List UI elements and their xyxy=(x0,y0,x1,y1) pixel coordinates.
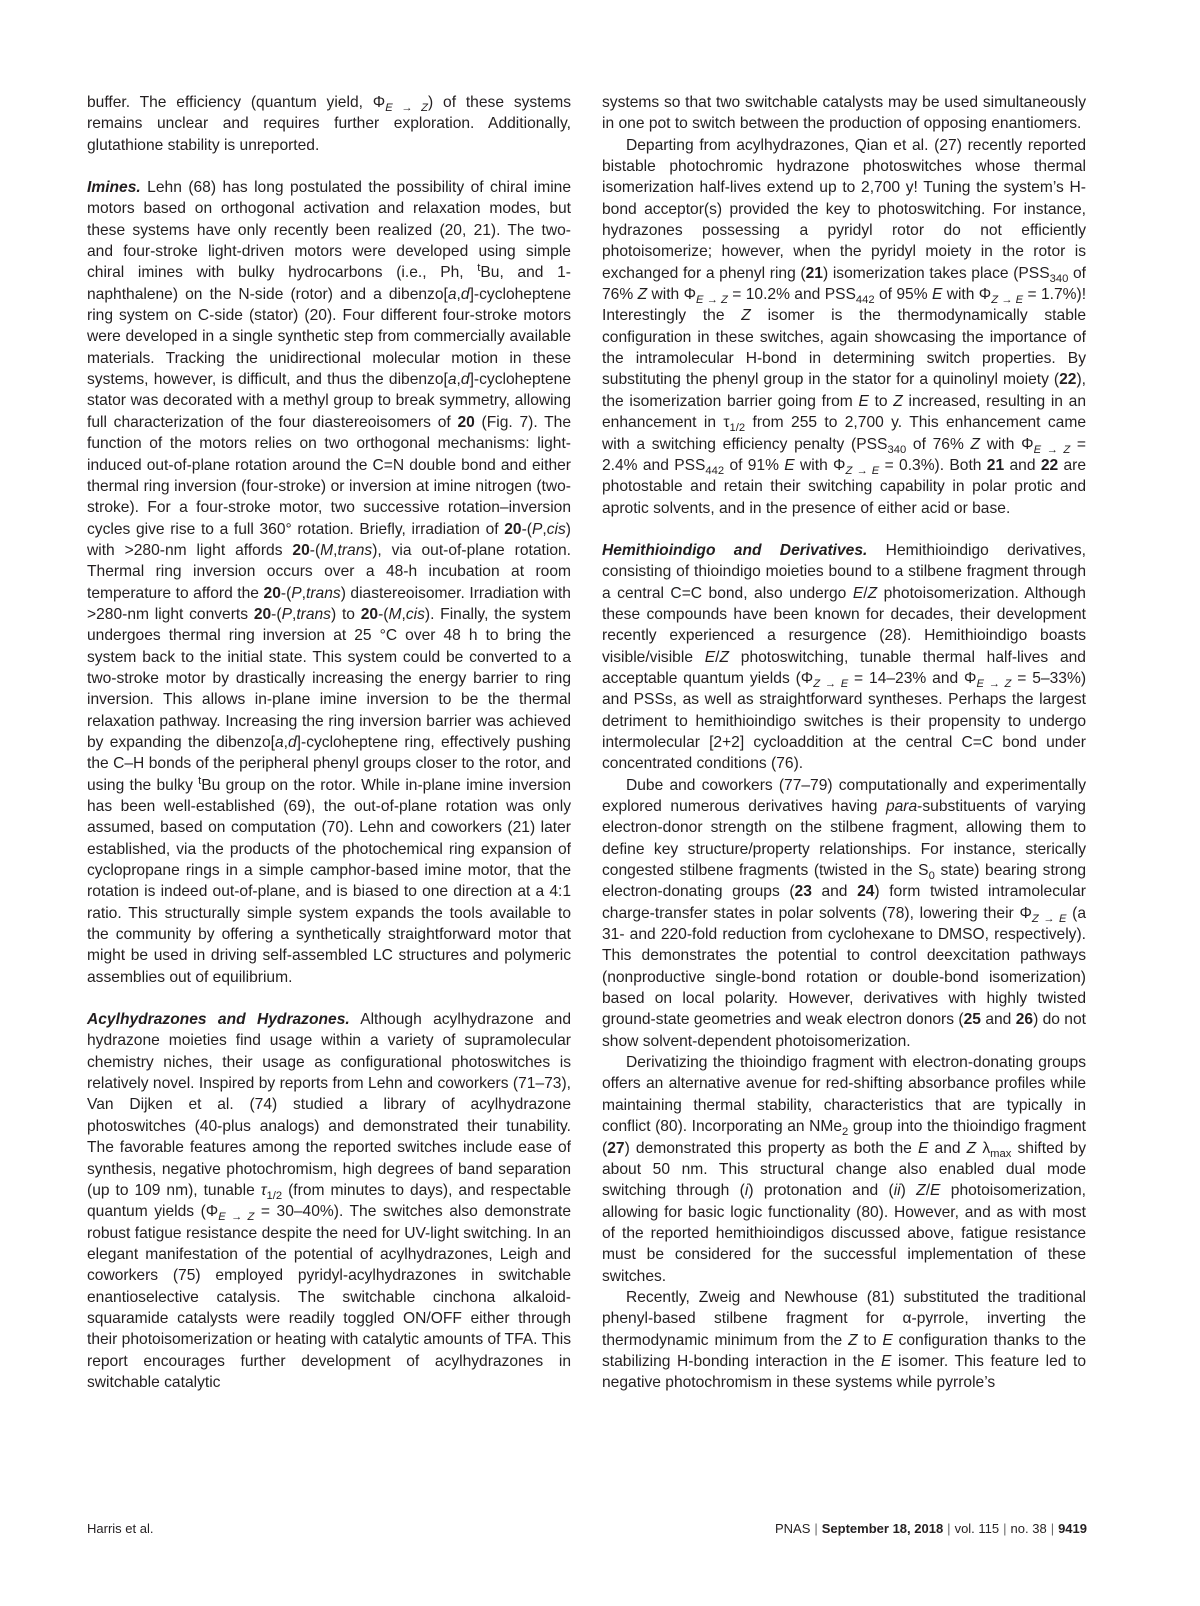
footer-page: 9419 xyxy=(1058,1521,1087,1536)
footer-journal: PNAS xyxy=(774,1521,811,1536)
right-column xyxy=(602,92,1086,1394)
footer-volume: vol. 115 xyxy=(954,1521,1000,1536)
section-heading-hemithioindigo: Hemithioindigo and Derivatives. xyxy=(602,541,868,559)
footer-authors: Harris et al. xyxy=(87,1521,154,1536)
left-column xyxy=(87,92,571,1393)
paragraph-systems: systems so that two switchable catalysts may be used simultaneously in one pot to switch between the production of opposing enantiomers. xyxy=(602,94,1086,133)
paragraph-hydrazones: Departing from acylhydrazones, Qian et al. (27) recently reported bistable photochromic hydrazone photoswitches whose thermal isomerization half-lives extend up to 2,700 y! Tuning the system’s H-bond acceptor(s) provided the key to photoswitching. For instance, hydrazones possessing a pyridyl rotor do not efficiently photoisomerize; however, when the pyridyl moiety in the rotor is exchanged for a phenyl ring (21) isomerization takes place ($PSS_{340}$ of 76% Z with $\Phi_{E \to Z} = 10.2\%$ and $PSS_{442}$ of 95% E with $\Phi_{Z \to E} = 1.7\%$)! Interestingly the Z isomer is the thermodynamically stable configuration in these switches, again showcasing the importance of the intramolecular H-bond in determining switch properties. By substituting the phenyl group in the stator for a quinolinyl moiety (22), the isomerization barrier going from E to Z increased, resulting in an enhancement in $\tau_{1/2}$ from 255 to 2,700 y. This enhancement came with a switching efficiency penalty ($PSS_{340}$ of 76% Z with $\Phi_{E \to Z} = 2.4\%$ and $PSS_{442}$ of 91% E with $\Phi_{Z \to E} = 0.3\%$). Both 21 and 22 are photostable and retain their switching capability in polar protic and aprotic solvents, and in the presence of either acid or base. xyxy=(602,136,1087,517)
footer-citation: PNAS | September 18, 2018 | vol. 115 | no. 38 | 9419 xyxy=(774,1521,1087,1536)
paragraph-buffer: buffer. The efficiency (quantum yield, $\Phi_{E \to Z}$) of these systems remains unclear and requires further exploration. Additionally, glutathione stability is unreported. xyxy=(87,94,571,154)
paragraph-zweig: Recently, Zweig and Newhouse (81) substituted the traditional phenyl-based stilbene fragment for α-pyrrole, inverting the thermodynamic minimum from the Z to E configuration thanks to the stabilizing H-bonding interaction in the E isomer. This feature led to negative photochromism in these systems while pyrrole’s xyxy=(602,1288,1087,1392)
section-heading-acylhydrazones: Acylhydrazones and Hydrazones. xyxy=(87,1011,350,1029)
paragraph-derivatizing: Derivatizing the thioindigo fragment with electron-donating groups offers an alternative avenue for red-shifting absorbance profiles while maintaining thermal stability, characteristics that are typically in conflict (80). Incorporating an NMe$_2$ group into the thioindigo fragment (27) demonstrated this property as both the E and Z $\lambda_{max}$ shifted by about 50 nm. This structural change also enabled dual mode switching through (i) protonation and (ii) Z/E photoisomerization, allowing for basic logic functionality (80). However, and as with most of the reported hemithioindigos discussed above, fatigue resistance must be considered for the successful implementation of these switches. xyxy=(602,1054,1087,1285)
paragraph-dube: Dube and coworkers (77–79) computationally and experimentally explored numerous derivatives having para-substituents of varying electron-donor strength on the stilbene fragment, allowing them to define key structure/property relationships. For instance, sterically congested stilbene fragments (twisted in the $S_0$ state) bearing strong electron-donating groups (23 and 24) form twisted intramolecular charge-transfer states in polar solvents (78), lowering their $\Phi_{Z \to E}$ (a 31- and 220-fold reduction from cyclohexane to DMSO, respectively). This demonstrates the potential to control deexcitation pathways (nonproductive single-bond rotation or double-bond isomerization) based on local polarity. However, derivatives with highly twisted ground-state geometries and weak electron donors (25 and 26) do not show solvent-dependent photoisomerization. xyxy=(602,776,1087,1050)
paragraph-hemithioindigo: Hemithioindigo and Derivatives. Hemithioindigo derivatives, consisting of thioindigo moieties bound to a stilbene fragment through a central C=C bond, also undergo E/Z photoisomerization. Although these compounds have been known for decades, their development recently experienced a resurgence (28). Hemithioindigo boasts visible/visible E/Z photoswitching, tunable thermal half-lives and acceptable quantum yields ($\Phi_{Z \to E} = 14-23\%$ and $\Phi_{E \to Z} = 5-33\%$) and PSSs, as well as straightforward syntheses. Perhaps the largest detriment to hemithioindigo switches is their propensity to undergo intermolecular [2+2] cycloaddition at the central C=C bond under concentrated conditions (76). xyxy=(602,541,1087,773)
paragraph-acylhydrazones: Acylhydrazones and Hydrazones. Although acylhydrazone and hydrazone moieties find usage within a variety of supramolecular chemistry niches, their usage as configurational photoswitches is relatively novel. Inspired by reports from Lehn and coworkers (71–73), Van Dijken et al. (74) studied a library of acylhydrazone photoswitches (40-plus analogs) and demonstrated their tunability. The favorable features among the reported switches include ease of synthesis, negative photochromism, high degrees of band separation (up to 109 nm), tunable $\tau_{1/2}$ (from minutes to days), and respectable quantum yields $(\Phi_{E \to Z} = 30-40\%)$. The switches also demonstrate robust fatigue resistance despite the need for UV-light switching. In an elegant manifestation of the potential of acylhydrazones, Leigh and coworkers (75) employed pyridyl-acylhydrazones in switchable enantioselective catalysis. The switchable cinchona alkaloid-squaramide catalysts were readily toggled ON/OFF either through their photoisomerization or heating with catalytic amounts of TFA. This report encourages further development of acylhydrazones in switchable catalytic xyxy=(87,1011,572,1391)
footer-issue: no. 38 xyxy=(1010,1521,1047,1536)
footer-date: September 18, 2018 xyxy=(821,1521,944,1536)
section-heading-imines: Imines. xyxy=(87,179,141,197)
paragraph-imines: Imines. Lehn (68) has long postulated the possibility of chiral imine motors based on orthogonal activation and relaxation modes, but these systems have only recently been realized (20, 21). The two- and four-stroke light-driven motors were developed using simple chiral imines with bulky hydrocarbons (i.e., Ph, $^t$Bu, and 1-naphthalene) on the N-side (rotor) and a dibenzo[a,d]-cycloheptene ring system on C-side (stator) (20). Four different four-stroke motors were developed in a single synthetic step from commercially available materials. Tracking the unidirectional molecular motion in these systems, however, is difficult, and thus the dibenzo[a,d]-cycloheptene stator was decorated with a methyl group to break symmetry, allowing full characterization of the four diastereoisomers of 20 (Fig. 7). The function of the motors relies on two orthogonal mechanisms: light-induced out-of-plane rotation around the C=N double bond and either thermal ring inversion (four-stroke) or inversion at imine nitrogen (two-stroke). For a four-stroke motor, two successive rotation–inversion cycles give rise to a full 360° rotation. Briefly, irradiation of 20-(P,cis) with >280-nm light affords 20-(M,trans), via out-of-plane rotation. Thermal ring inversion occurs over a 48-h incubation at room temperature to afford the 20-(P,trans) diastereoisomer. Irradiation with >280-nm light converts 20-(P,trans) to 20-(M,cis). Finally, the system undergoes thermal ring inversion at 25 °C over 48 h to bring the system back to the initial state. This system could be converted to a two-stroke motor by drastically increasing the energy barrier to ring inversion. This allows in-plane imine inversion to be the thermal relaxation pathway. Increasing the ring inversion barrier was achieved by expanding the dibenzo[a,d]-cycloheptene ring, effectively pushing the C–H bonds of the peripheral phenyl groups closer to the rotor, and using the bulky $^t$Bu group on the rotor. While in-plane imine inversion has been well-established (69), the out-of-plane rotation was only assumed, based on computation (70). Lehn and coworkers (21) later established, via the products of the photochemical ring expansion of cyclopropane rings in a simple camphor-based imine motor, that the rotation is indeed out-of-plane, and is biased to one direction at a 4:1 ratio. This structurally simple system expands the tools available to the community by offering a synthetically straightforward motor that might be used in driving self-assembled LC structures and polymeric assemblies out of equilibrium. xyxy=(87,179,571,986)
